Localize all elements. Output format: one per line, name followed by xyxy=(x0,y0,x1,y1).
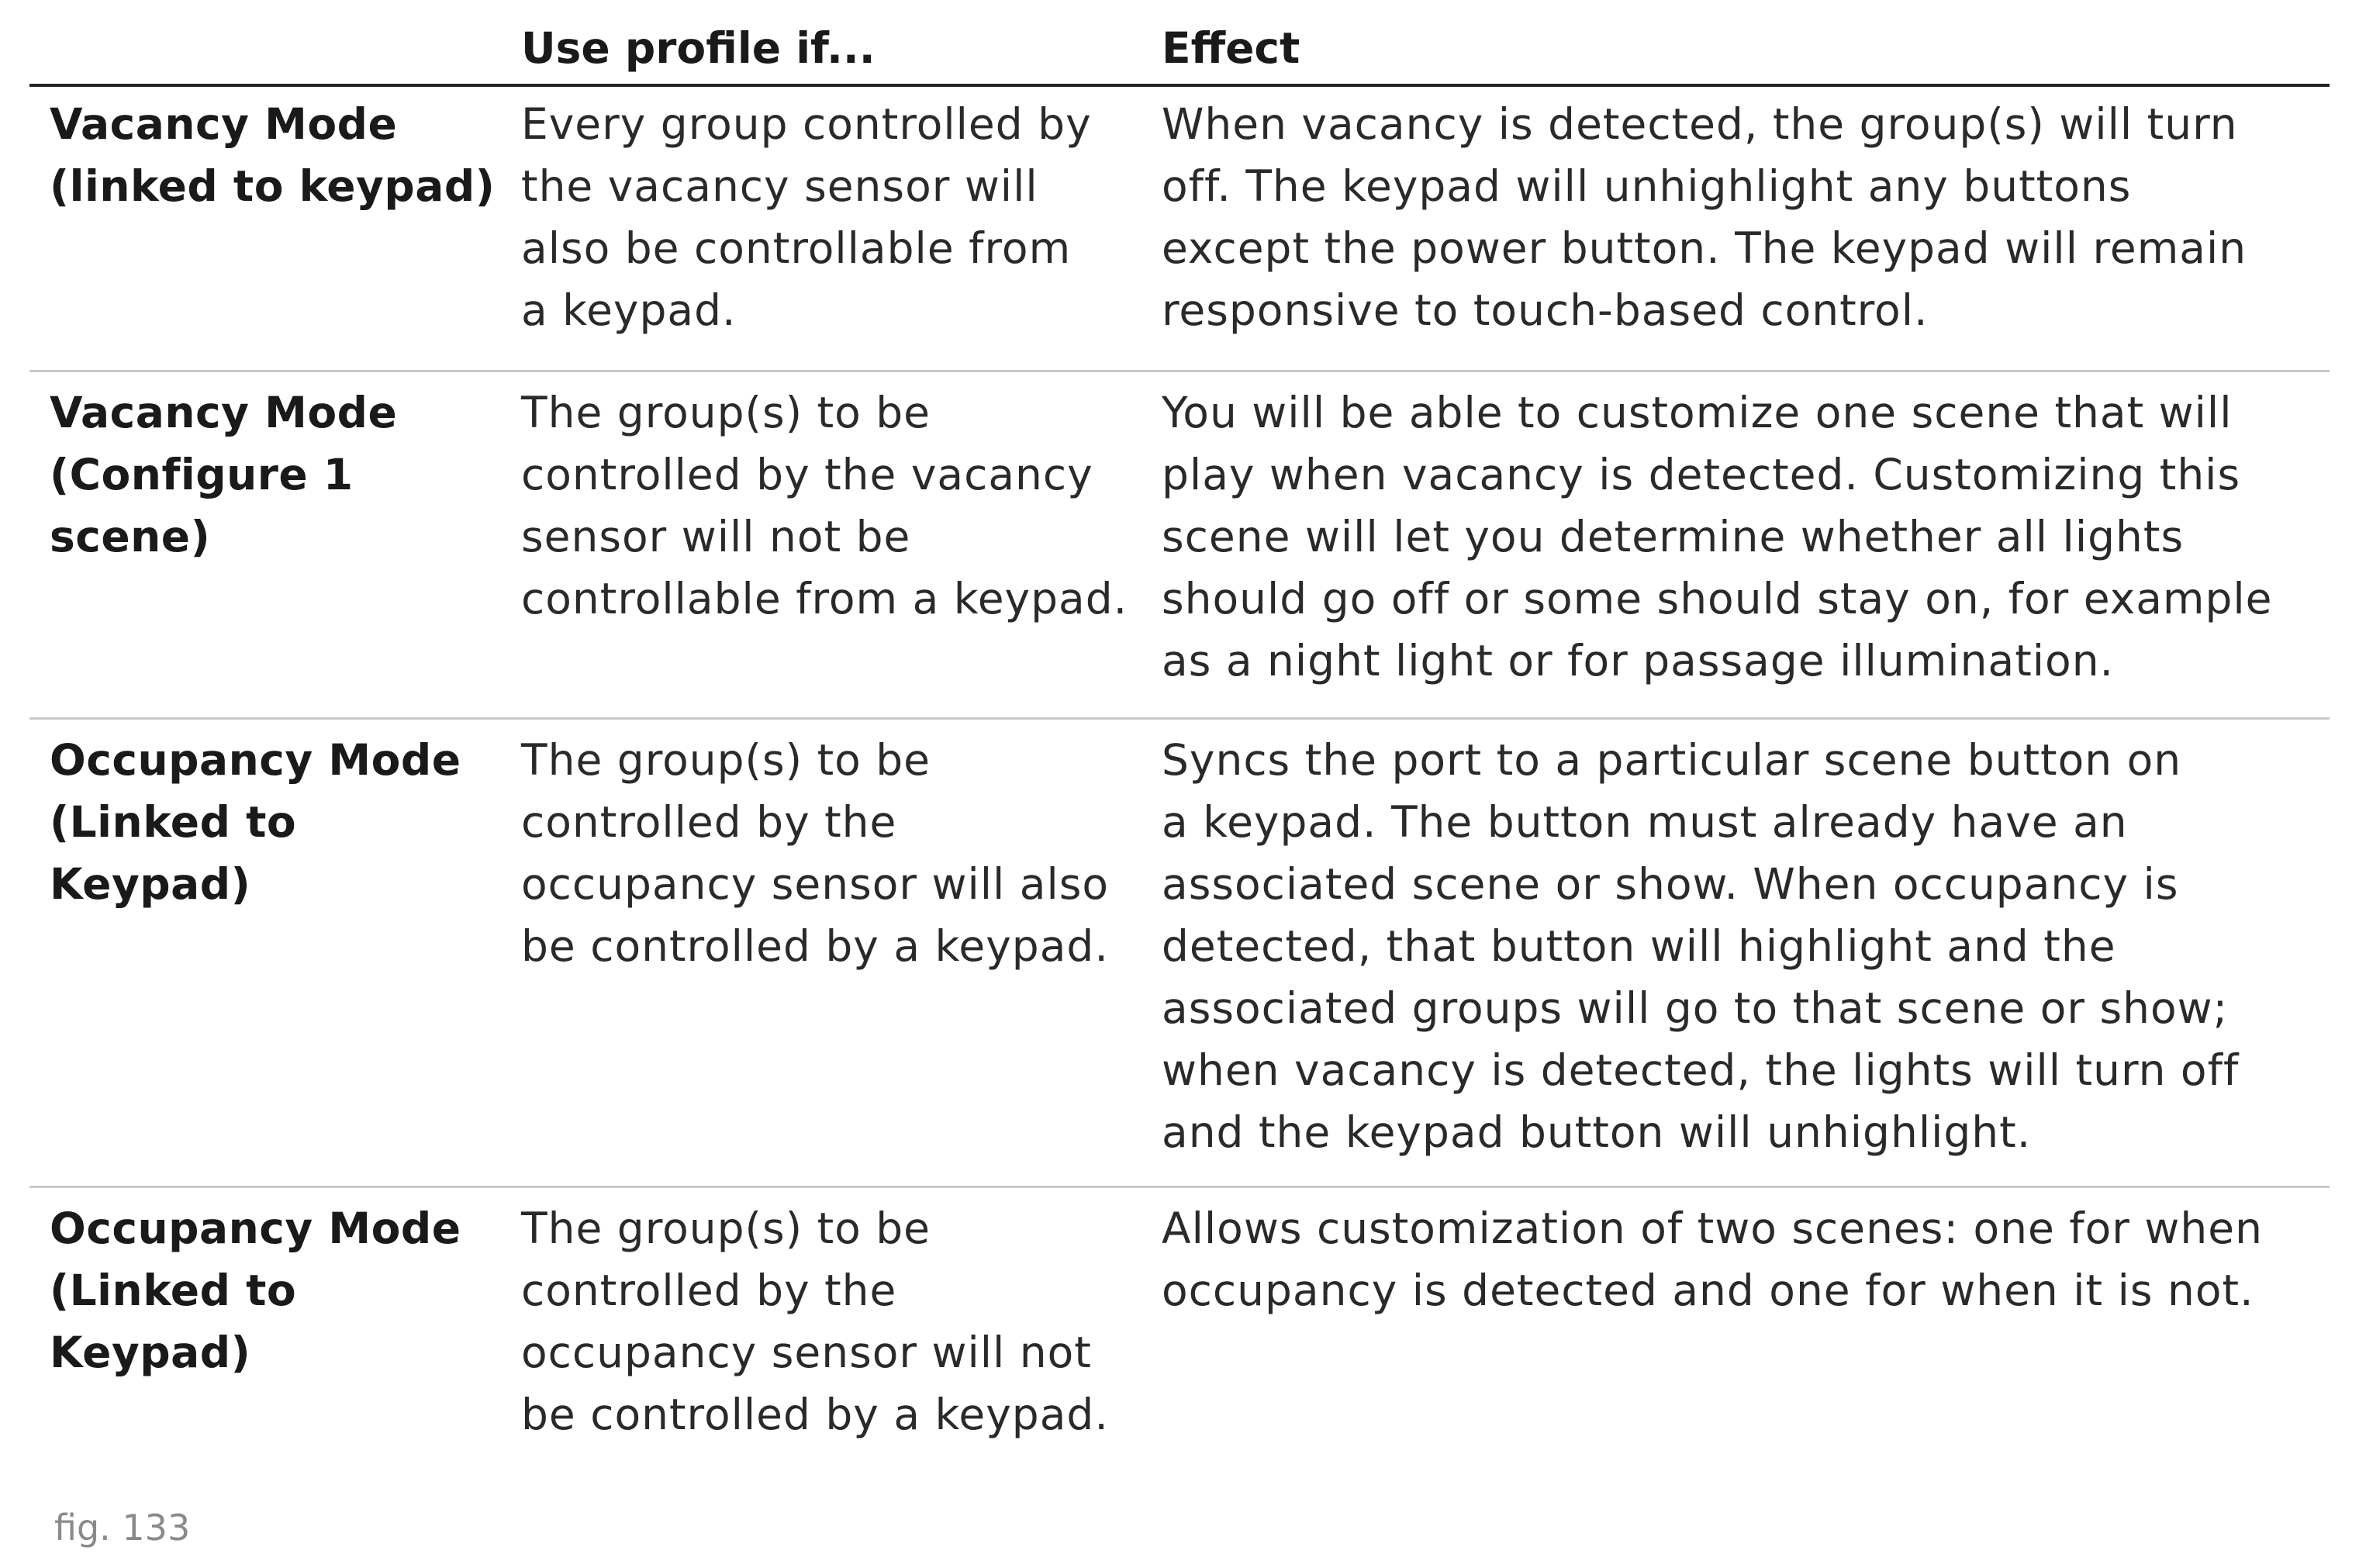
sensor-profile-table xyxy=(29,0,2330,1466)
document-page xyxy=(29,0,2330,1466)
use-profile-if-text: The group(s) to be controlled by the occupancy sensor will also be controlled by a keypad. xyxy=(521,734,1110,971)
profile-name: Vacancy Mode (Configure 1 scene) xyxy=(50,387,398,561)
table-row xyxy=(29,371,2330,718)
effect-text: When vacancy is detected, the group(s) will turn off. The keypad will unhighlight any buttons except the power button. The keypad will remain responsive to touch-based control. xyxy=(1162,99,2247,335)
figure-caption: fig. 133 xyxy=(54,1507,191,1549)
profile-name: Occupancy Mode (Linked to Keypad) xyxy=(50,734,461,909)
effect-text: Allows customization of two scenes: one for when occupancy is detected and one for when it is not. xyxy=(1162,1203,2263,1315)
table-header-row xyxy=(29,0,2330,85)
use-profile-if-text: The group(s) to be controlled by the vacancy sensor will not be controllable from a keypad. xyxy=(521,387,1128,623)
table-row xyxy=(29,1186,2330,1466)
effect-text: Syncs the port to a particular scene button on a keypad. The button must already have an associated scene or show. When occupancy is detected, that button will highlight and the associated groups will go to that scene or show; when vacancy is detected, the lights will turn off and the keypad button will unhighlight. xyxy=(1162,734,2240,1157)
table-row xyxy=(29,85,2330,371)
profile-name: Vacancy Mode (linked to keypad) xyxy=(50,99,496,211)
header-use-profile-if: Use profile if... xyxy=(521,0,1162,85)
use-profile-if-text: The group(s) to be controlled by the occupancy sensor will not be controlled by a keypad. xyxy=(521,1203,1109,1439)
header-effect: Effect xyxy=(1162,0,2330,85)
profile-name: Occupancy Mode (Linked to Keypad) xyxy=(50,1203,461,1377)
effect-text: You will be able to customize one scene that will play when vacancy is detected. Customizing this scene will let you determine whether all lights should go off or some should stay on, for example as a night light or for passage illumination. xyxy=(1162,387,2273,686)
table-row xyxy=(29,718,2330,1186)
use-profile-if-text: Every group controlled by the vacancy sensor will also be controllable from a keypad. xyxy=(521,99,1092,335)
header-profile xyxy=(29,0,521,85)
